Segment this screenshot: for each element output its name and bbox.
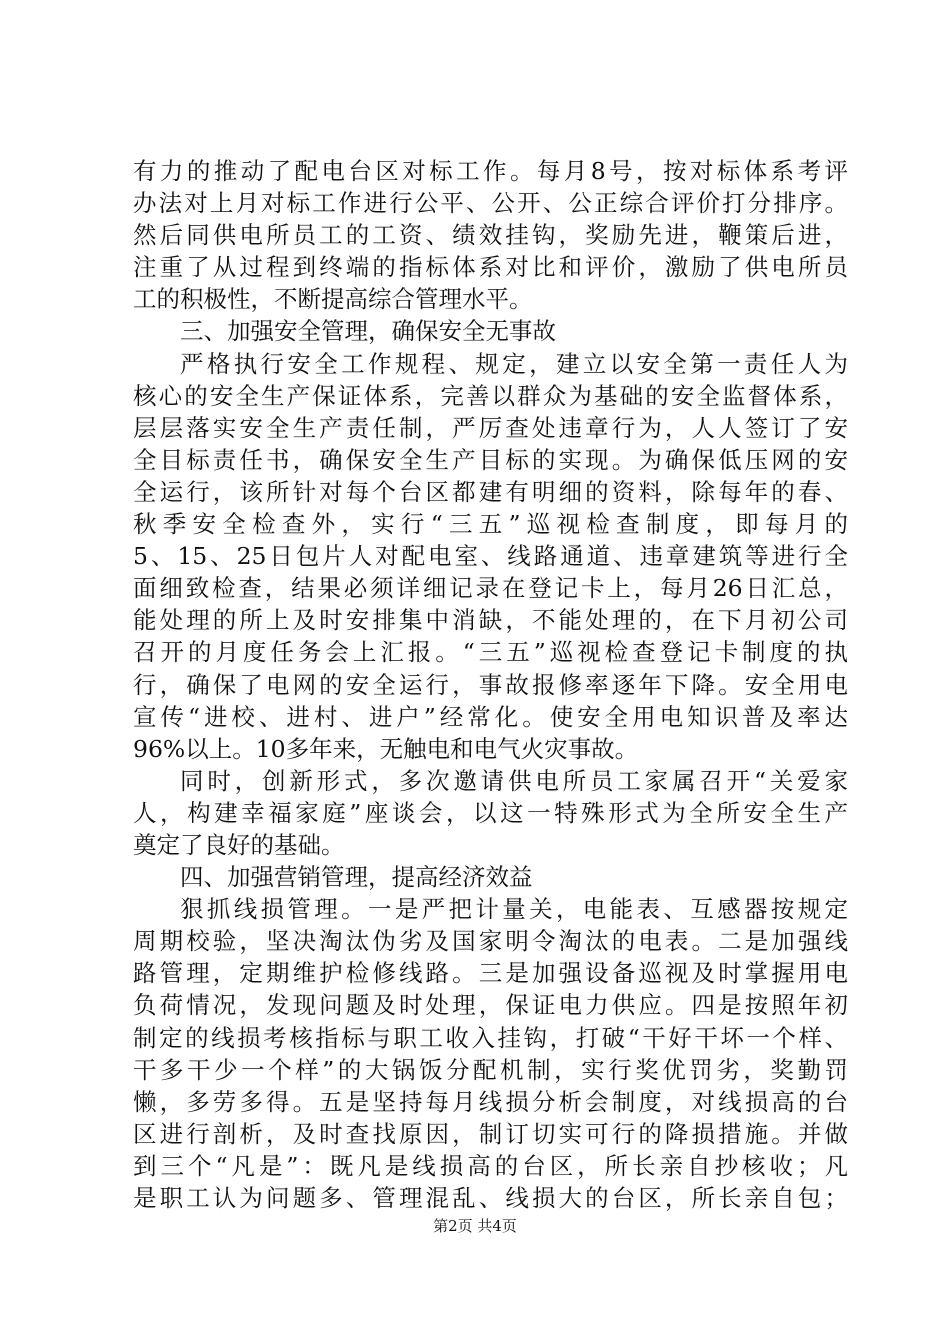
text-line: 严格执行安全工作规程、规定，建立以安全第一责任人为 [180, 349, 848, 378]
text-line: 奠定了良好的基础。 [133, 830, 345, 859]
text-line: 然后同供电所员工的工资、绩效挂钩，奖励先进，鞭策后进， [133, 221, 848, 250]
text-line: 96%以上。10多年来，无触电和电气火灾事故。 [133, 734, 639, 763]
text-line: 懒，多劳多得。五是坚持每月线损分析会制度，对线损高的台 [133, 1087, 848, 1116]
text-line: 四、加强营销管理，提高经济效益 [180, 863, 533, 892]
text-line: 秋季安全检查外，实行“三五”巡视检查制度，即每月的 [133, 510, 848, 539]
text-line: 周期校验，坚决淘汰伪劣及国家明令淘汰的电表。二是加强线 [133, 927, 848, 956]
text-line: 三、加强安全管理，确保安全无事故 [180, 317, 556, 346]
text-line: 路管理，定期维护检修线路。三是加强设备巡视及时掌握用电 [133, 959, 848, 988]
text-line: 注重了从过程到终端的指标体系对比和评价，激励了供电所员 [133, 253, 848, 282]
text-line: 干多干少一个样”的大锅饭分配机制，实行奖优罚劣，奖勤罚 [133, 1055, 848, 1084]
text-line: 召开的月度任务会上汇报。“三五”巡视检查登记卡制度的执 [133, 638, 848, 667]
text-line: 5、15、25日包片人对配电室、线路通道、违章建筑等进行全 [133, 542, 848, 571]
text-line: 人，构建幸福家庭”座谈会，以这一特殊形式为全所安全生产 [133, 798, 848, 827]
text-line: 同时，创新形式，多次邀请供电所员工家属召开“关爱家 [180, 766, 848, 795]
text-line: 核心的安全生产保证体系，完善以群众为基础的安全监督体系， [133, 381, 848, 410]
text-line: 狠抓线损管理。一是严把计量关，电能表、互感器按规定 [180, 895, 848, 924]
text-line: 宣传“进校、进村、进户”经常化。使安全用电知识普及率达 [133, 702, 848, 731]
text-line: 负荷情况，发现问题及时处理，保证电力供应。四是按照年初 [133, 991, 848, 1020]
text-line: 全目标责任书，确保安全生产目标的实现。为确保低压网的安 [133, 445, 848, 474]
text-line: 办法对上月对标工作进行公平、公开、公正综合评价打分排序。 [133, 189, 848, 218]
text-line: 面细致检查，结果必须详细记录在登记卡上，每月26日汇总， [133, 574, 848, 603]
text-line: 到三个“凡是”：既凡是线损高的台区，所长亲自抄核收；凡 [133, 1151, 848, 1180]
text-line: 层层落实安全生产责任制，严厉查处违章行为，人人签订了安 [133, 413, 848, 442]
text-line: 能处理的所上及时安排集中消缺，不能处理的，在下月初公司 [133, 606, 848, 635]
document-body [133, 155, 848, 1214]
page-footer: 第2页 共4页 [433, 1217, 517, 1235]
text-line: 区进行剖析，及时查找原因，制订切实可行的降损措施。并做 [133, 1119, 848, 1148]
text-line: 有力的推动了配电台区对标工作。每月8号，按对标体系考评 [133, 157, 848, 185]
text-line: 是职工认为问题多、管理混乱、线损大的台区，所长亲自包； [133, 1184, 848, 1212]
text-line: 制定的线损考核指标与职工收入挂钩，打破“干好干坏一个样、 [133, 1023, 848, 1052]
text-line: 全运行，该所针对每个台区都建有明细的资料，除每年的春、 [133, 477, 848, 506]
text-line: 工的积极性，不断提高综合管理水平。 [133, 285, 533, 314]
text-line: 行，确保了电网的安全运行，事故报修率逐年下降。安全用电 [133, 670, 848, 699]
